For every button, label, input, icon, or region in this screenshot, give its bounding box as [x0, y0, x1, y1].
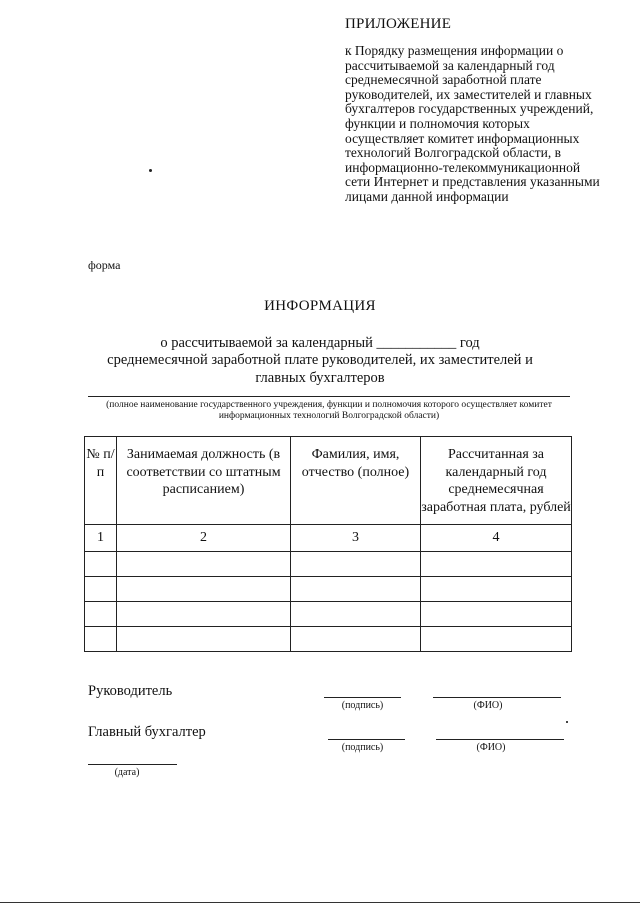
table-cell [85, 627, 117, 652]
column-number: 2 [117, 525, 291, 552]
head-label: Руководитель [88, 683, 173, 699]
table-cell [117, 602, 291, 627]
column-number: 1 [85, 525, 117, 552]
document-title: ИНФОРМАЦИЯ [264, 298, 376, 314]
table-cell [421, 627, 572, 652]
table-cell [291, 577, 421, 602]
column-number: 3 [291, 525, 421, 552]
chief-accountant-label: Главный бухгалтер [88, 724, 206, 740]
salary-table [84, 436, 572, 652]
table-cell [421, 577, 572, 602]
table-cell [117, 552, 291, 577]
organization-caption: (полное наименование государственного учреждения, функции и полномочия которого осуществляет комитет информационных технологий Волгоградской области) [106, 400, 552, 421]
table-row [85, 577, 572, 602]
header-position: Занимаемая должность (в соответствии со штатным расписанием) [117, 437, 291, 525]
table-cell [291, 627, 421, 652]
table-row [85, 627, 572, 652]
table-row [85, 552, 572, 577]
date-caption: (дата) [114, 767, 140, 778]
header-average-salary: Рассчитанная за календарный год среднемесячная заработная плата, рублей [421, 437, 572, 525]
table-cell [117, 577, 291, 602]
table-cell [421, 552, 572, 577]
organization-name-line [88, 396, 570, 397]
document-subtitle-line2: среднемесячной заработной плате руководителей, их заместителей и [107, 352, 533, 368]
head-name-line [433, 697, 561, 698]
table-cell [291, 552, 421, 577]
document-subtitle-line3: главных бухгалтеров [255, 370, 385, 386]
document-subtitle-line1: о рассчитываемой за календарный ___________ год [160, 335, 480, 351]
column-number: 4 [421, 525, 572, 552]
table-cell [85, 552, 117, 577]
header-number: № п/п [85, 437, 117, 525]
table-header-row [85, 437, 572, 525]
header-full-name: Фамилия, имя, отчество (полное) [291, 437, 421, 525]
table-cell [85, 577, 117, 602]
table-cell [85, 602, 117, 627]
table-row [85, 602, 572, 627]
date-line [88, 764, 177, 765]
stray-mark [149, 169, 152, 172]
page-bottom-edge [0, 902, 640, 903]
column-number-row [85, 525, 572, 552]
head-name-caption: (ФИО) [473, 700, 503, 711]
head-signature-line [324, 697, 401, 698]
accountant-name-line [436, 739, 564, 740]
head-signature-caption: (подпись) [341, 700, 384, 711]
form-label: форма [88, 258, 121, 272]
appendix-title: ПРИЛОЖЕНИЕ [345, 16, 452, 32]
table-cell [421, 602, 572, 627]
accountant-name-caption: (ФИО) [476, 742, 506, 753]
accountant-signature-caption: (подпись) [341, 742, 384, 753]
table-cell [117, 627, 291, 652]
stray-mark [566, 721, 568, 723]
table-cell [291, 602, 421, 627]
appendix-text: к Порядку размещения информации о рассчитываемой за календарный год среднемесячной заработной плате руководителей, их заместителей и главных бухгалтеров государственных учреждений, функции и полномочия которых осуществляет комитет информационных технологий Волгоградской области, в информационно-телекоммуникационной сети Интернет и представления указанными лицами данной информации [345, 43, 600, 204]
accountant-signature-line [328, 739, 405, 740]
